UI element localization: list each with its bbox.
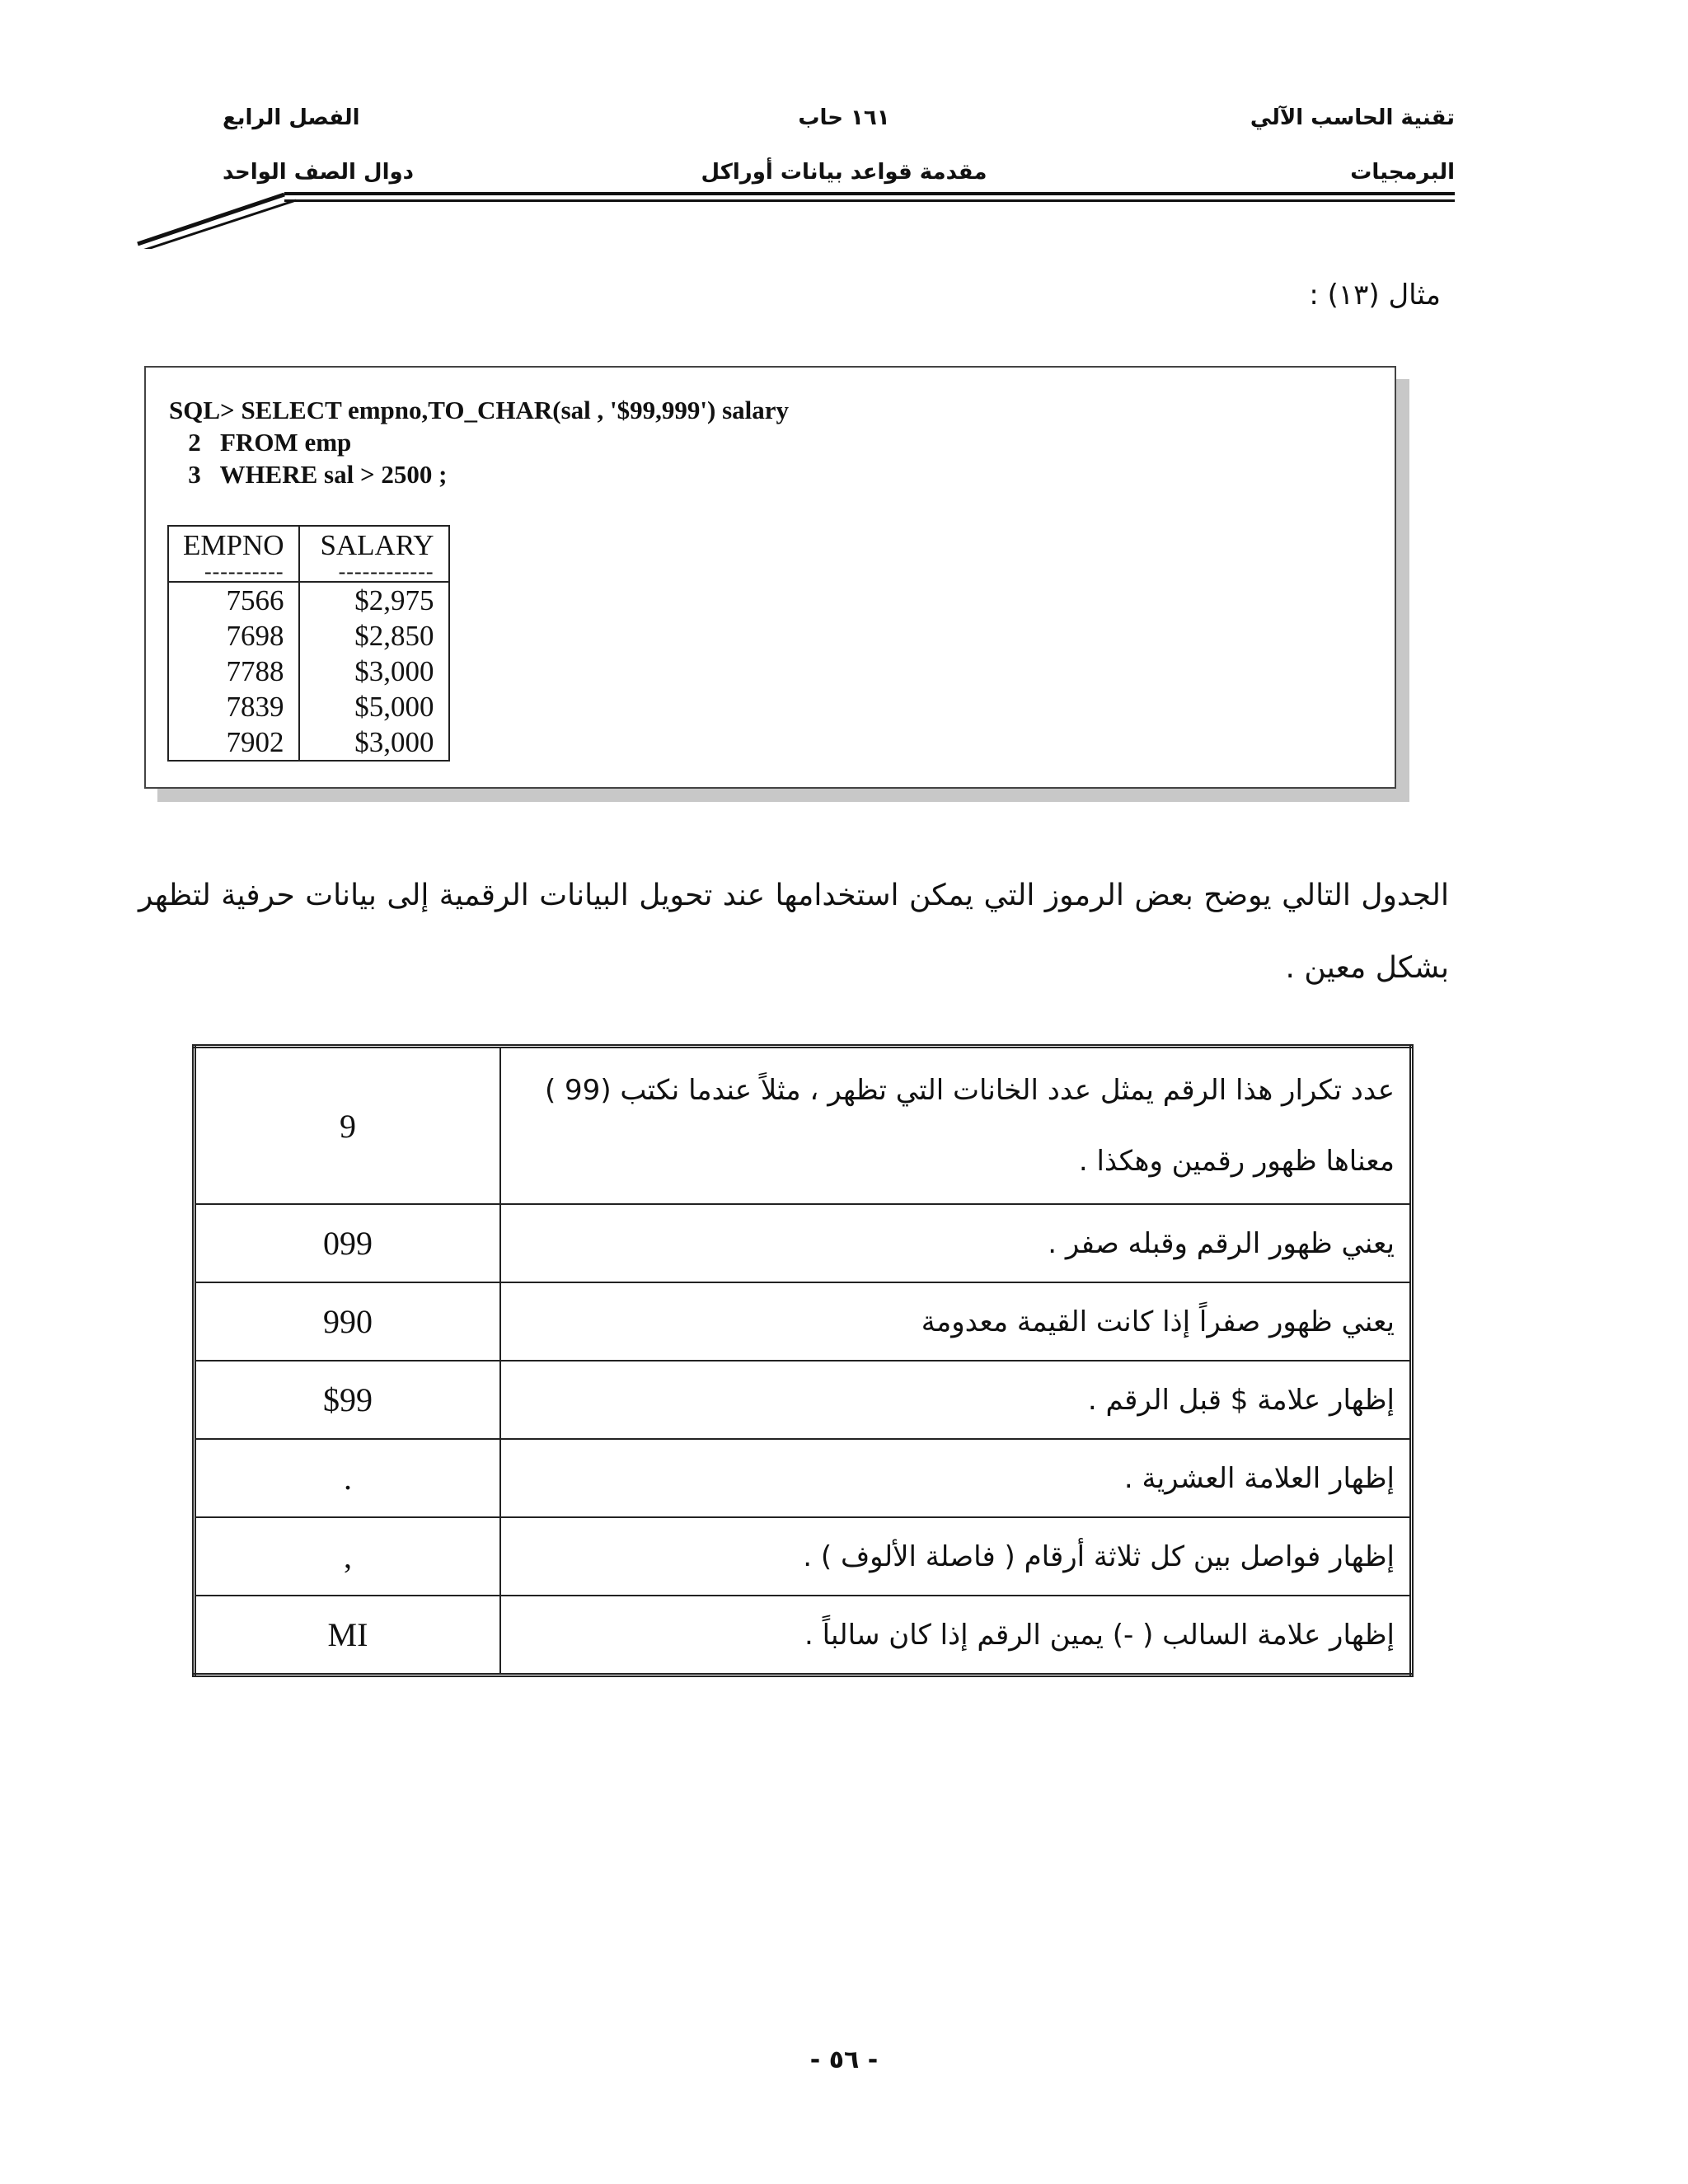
format-code: , — [195, 1517, 501, 1596]
format-description: إظهار علامة السالب ( -) يمين الرقم إذا كان سالباً . — [500, 1596, 1412, 1675]
format-description: يعني ظهور صفراً إذا كانت القيمة معدومة — [500, 1282, 1412, 1361]
format-code: 990 — [195, 1282, 501, 1361]
intro-paragraph: الجدول التالي يوضح بعض الرموز التي يمكن استخدامها عند تحويل البيانات الرقمية إلى بيانات حرفية لتظهر بشكل معين . — [138, 879, 1449, 985]
table-row — [195, 1047, 1412, 1205]
format-code: . — [195, 1439, 501, 1517]
course-code: ١٦١ حاب — [798, 105, 890, 130]
column-separator: ------------ — [338, 560, 434, 583]
header-rule-thin — [284, 199, 1455, 202]
sql-code — [169, 394, 789, 490]
format-code: MI — [195, 1596, 501, 1675]
table-row — [195, 1517, 1412, 1596]
page-number: - ٥٦ - — [809, 2046, 879, 2074]
code-line: 2 FROM emp — [169, 428, 352, 457]
result-table — [167, 525, 450, 762]
example-title: مثال (١٣) : — [1309, 279, 1441, 312]
empno-column — [168, 582, 299, 761]
table-row — [195, 1439, 1412, 1517]
table-cell: $2,850 — [354, 620, 434, 652]
format-symbols-table — [192, 1044, 1414, 1677]
table-row — [195, 1204, 1412, 1282]
format-description: يعني ظهور الرقم وقبله صفر . — [500, 1204, 1412, 1282]
table-row — [195, 1282, 1412, 1361]
code-line: 3 WHERE sal > 2500 ; — [169, 460, 448, 489]
sql-example-box — [144, 366, 1396, 789]
table-cell: 7788 — [226, 655, 284, 687]
chapter-title: دوال الصف الواحد — [223, 160, 414, 185]
format-code: 099 — [195, 1204, 501, 1282]
column-header-salary: SALARY ------------ — [299, 526, 449, 582]
table-row — [195, 1361, 1412, 1439]
table-cell: $3,000 — [354, 726, 434, 758]
code-line: SQL> SELECT empno,TO_CHAR(sal , '$99,999') salary — [169, 396, 790, 424]
specialty-label: البرمجيات — [1350, 160, 1455, 185]
format-description: إظهار فواصل بين كل ثلاثة أرقام ( فاصلة الألوف ) . — [500, 1517, 1412, 1596]
header-rule-slant — [134, 191, 299, 249]
table-row — [195, 1596, 1412, 1675]
table-cell: $2,975 — [354, 584, 434, 616]
format-code: 9 — [195, 1047, 501, 1205]
header-rule-thick — [284, 192, 1455, 195]
table-cell: 7566 — [226, 584, 284, 616]
format-description: إظهار علامة $ قبل الرقم . — [500, 1361, 1412, 1439]
book-title: تقنية الحاسب الآلي — [1250, 105, 1455, 130]
format-code: $99 — [195, 1361, 501, 1439]
table-cell: 7698 — [226, 620, 284, 652]
table-cell: 7839 — [226, 691, 284, 723]
format-description: عدد تكرار هذا الرقم يمثل عدد الخانات التي تظهر ، مثلاً عندما نكتب (99 ) معناها ظهور رقمين وهكذا . — [500, 1047, 1412, 1205]
salary-column — [299, 582, 449, 761]
table-cell: $3,000 — [354, 655, 434, 687]
chapter-label: الفصل الرابع — [223, 105, 360, 130]
column-separator: ---------- — [204, 560, 284, 583]
format-description: إظهار العلامة العشرية . — [500, 1439, 1412, 1517]
column-header-empno: EMPNO ---------- — [168, 526, 299, 582]
table-cell: 7902 — [226, 726, 284, 758]
table-cell: $5,000 — [354, 691, 434, 723]
course-name: مقدمة قواعد بيانات أوراكل — [701, 160, 987, 185]
